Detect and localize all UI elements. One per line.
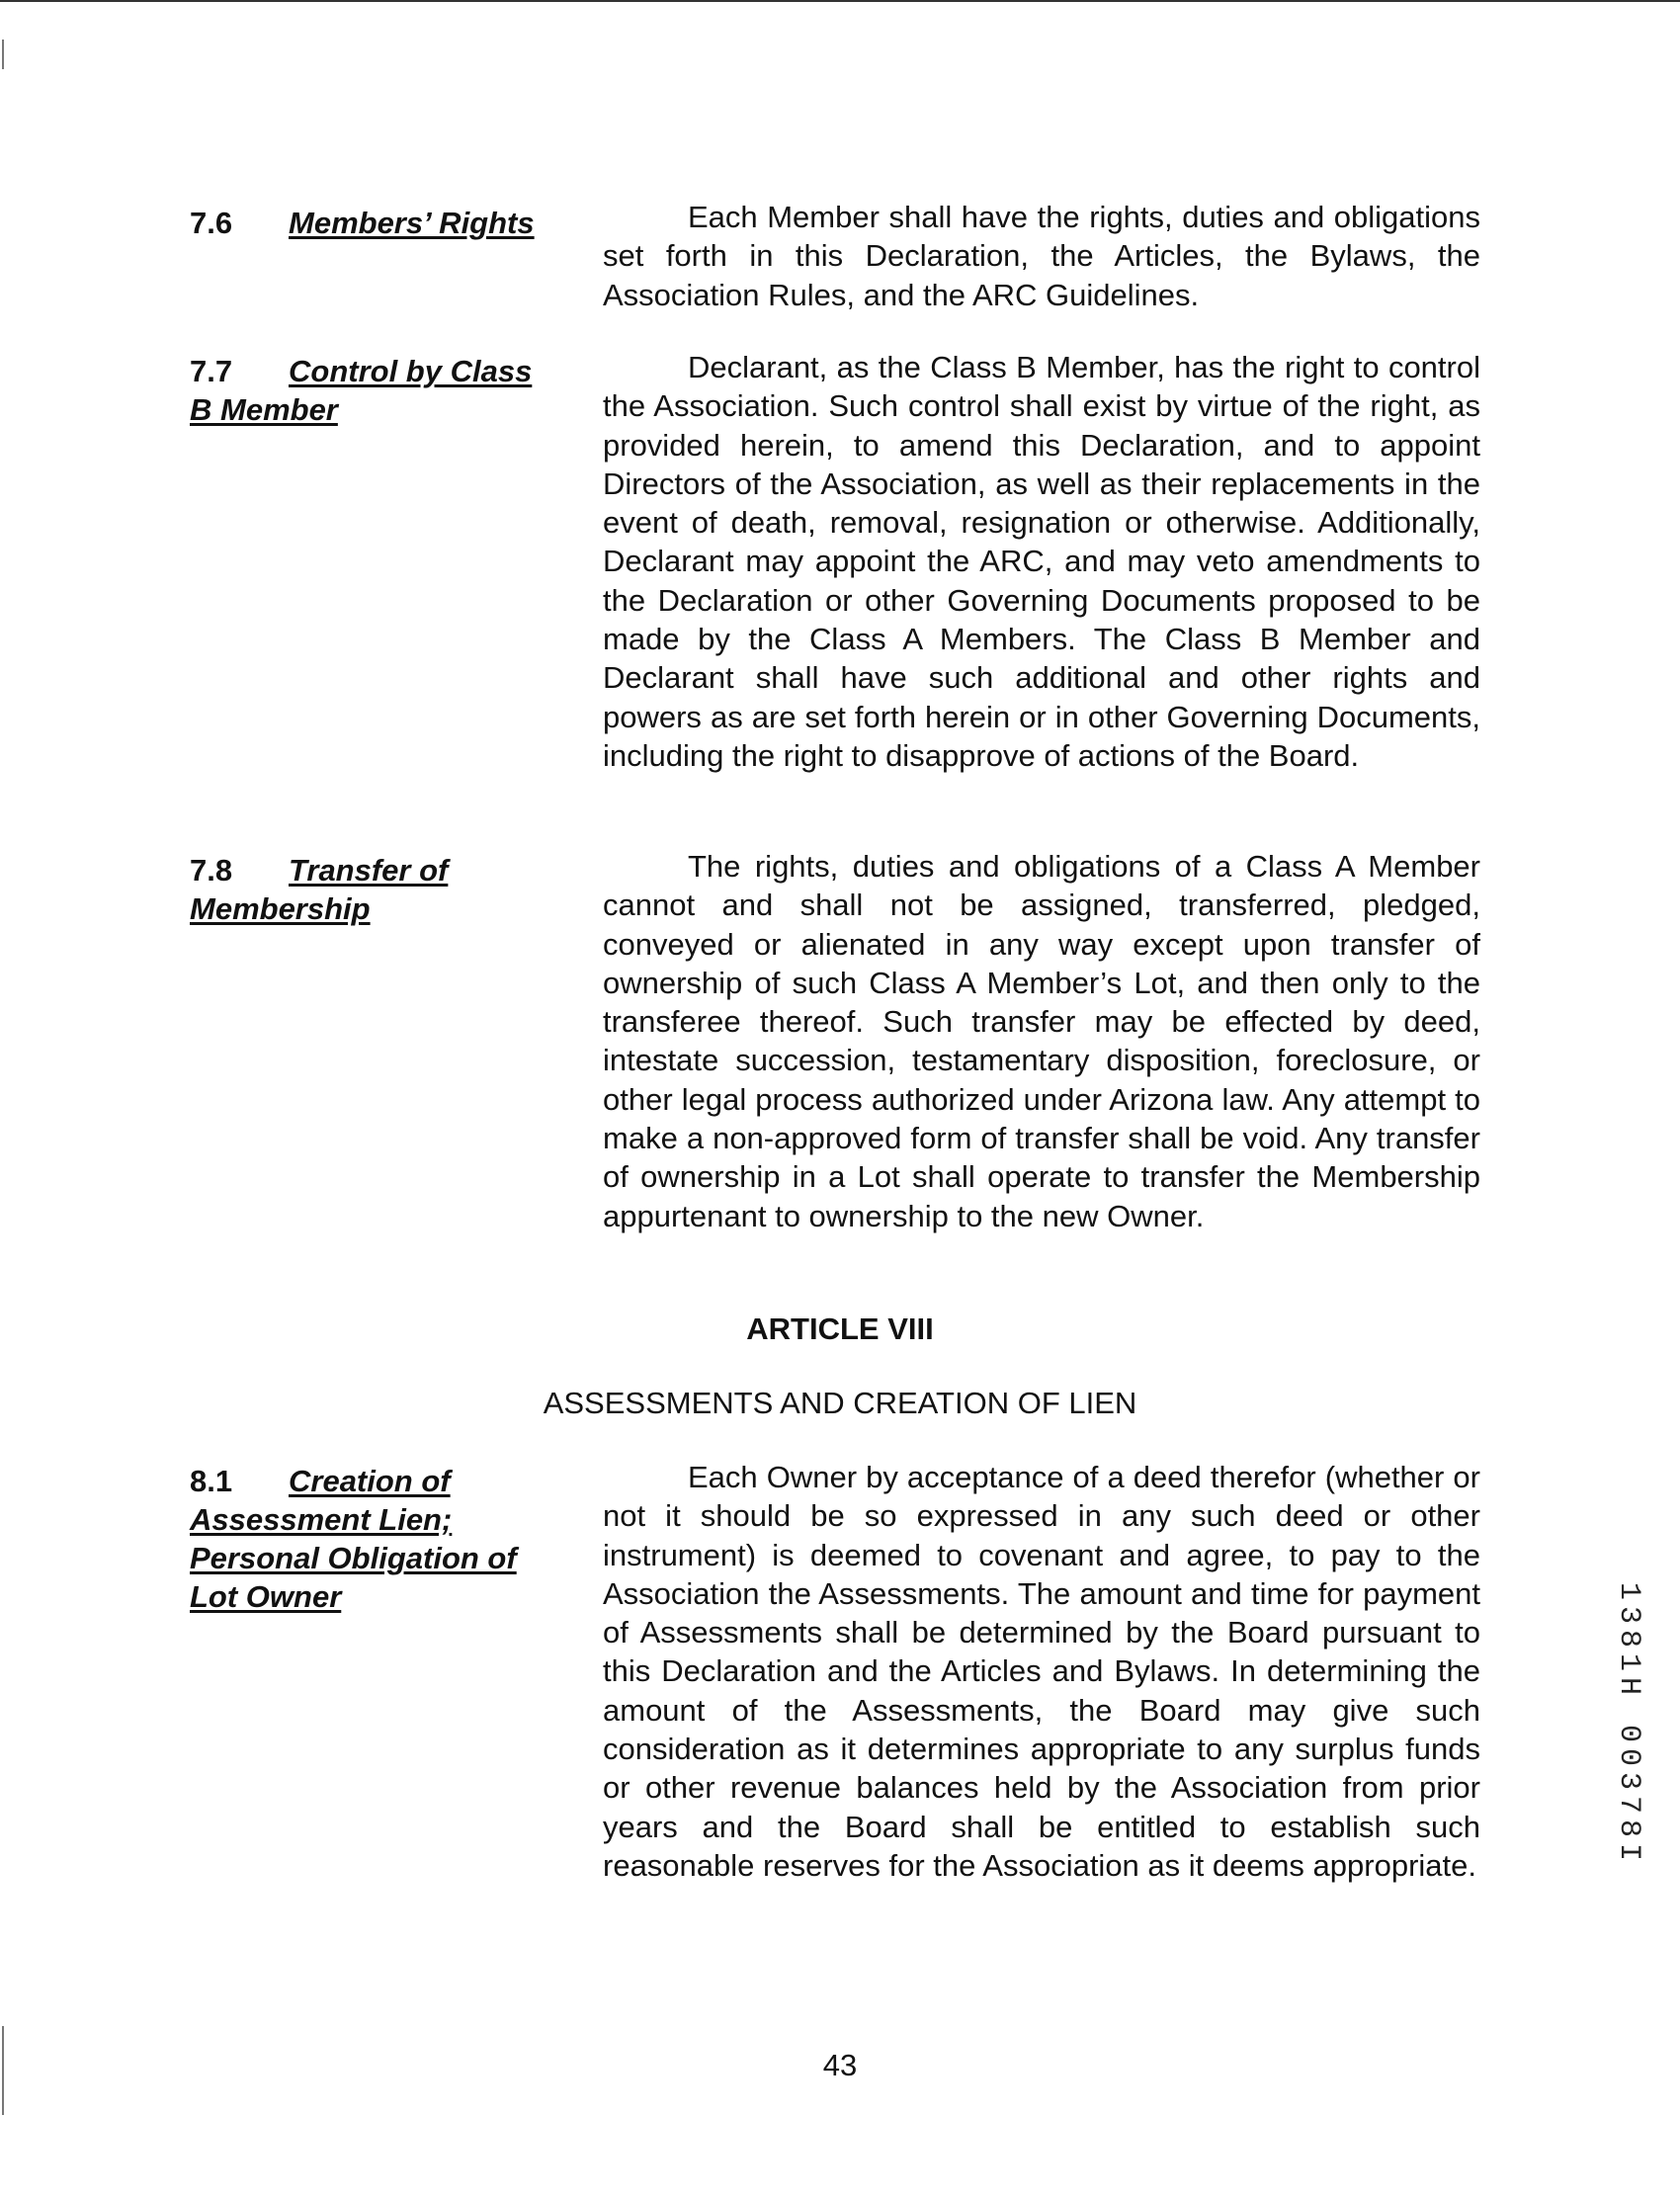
section-title-line: Transfer of bbox=[289, 853, 449, 888]
article-subtitle: ASSESSMENTS AND CREATION OF LIEN bbox=[543, 1386, 1137, 1420]
margin-stamp bbox=[1599, 1581, 1658, 1868]
section-heading bbox=[190, 204, 565, 242]
section-heading bbox=[190, 352, 565, 429]
section-number: 7.7 bbox=[190, 354, 233, 388]
section-body: The rights, duties and obligations of a Class A Member cannot and shall not be assigned, transferred, pledged, conveyed or alienated in any way except upon transfer of ownership of such Class A Member’s Lot, and then only to the transferee thereof. Such transfer may be effected by deed, intestate succession, testamentary disposition, foreclosure, or other legal process authorized under Arizona law. Any attempt to make a non-approved form of transfer shall be void. Any transfer of ownership in a Lot shall operate to transfer the Membership appurtenant to ownership to the new Owner. bbox=[603, 849, 1480, 1233]
section-body: Each Member shall have the rights, duties and obligations set forth in this Declaration, the Articles, the Bylaws, the Association Rules, and the ARC Guidelines. bbox=[603, 200, 1480, 312]
section-title-line: B Member bbox=[190, 392, 338, 427]
section-number: 7.6 bbox=[190, 206, 233, 240]
section-number: 7.8 bbox=[190, 853, 233, 888]
section-title-line: Control by Class bbox=[289, 354, 533, 388]
section-heading bbox=[190, 1462, 565, 1616]
page-number: 43 bbox=[822, 2048, 858, 2082]
section-title-line: Membership bbox=[190, 891, 371, 926]
margin-stamp-text: 1381H 00378I bbox=[1612, 1581, 1646, 1868]
section-title-line: Lot Owner bbox=[190, 1579, 342, 1614]
section-body: Each Owner by acceptance of a deed therefor (whether or not it should be so expressed in any such deed or other instrument) is deemed to covenant and agree, to pay to the Association the Assessments. The amount and time for payment of Assessments shall be determined by the Board pursuant to this Declaration and the Articles and Bylaws. In determining the amount of the Assessments, the Board may give such consideration as it determines appropriate to any surplus funds or other revenue balances held by the Association from prior years and the Board shall be entitled to establish such reasonable reserves for the Association as it deems appropriate. bbox=[603, 1460, 1480, 1883]
section-title: Members’ Rights bbox=[289, 206, 535, 240]
section-number: 8.1 bbox=[190, 1464, 233, 1498]
scan-top-border bbox=[0, 0, 1680, 2]
section-title-line: Assessment Lien; bbox=[190, 1502, 453, 1537]
section-heading bbox=[190, 851, 565, 928]
section-title-line: Personal Obligation of bbox=[190, 1541, 517, 1575]
section-title-line: Creation of bbox=[289, 1464, 451, 1498]
scan-margin-mark bbox=[2, 2026, 4, 2115]
section-body: Declarant, as the Class B Member, has the right to control the Association. Such control shall exist by virtue of the right, as provided herein, to amend this Declaration, and to appoint Directors of the Association, as well as their replacements in the event of death, removal, resignation or otherwise. Additionally, Declarant may appoint the ARC, and may veto amendments to the Declaration or other Governing Documents proposed to be made by the Class A Members. The Class B Member and Declarant shall have such additional and other rights and powers as are set forth herein or in other Governing Documents, including the right to disapprove of actions of the Board. bbox=[603, 350, 1480, 773]
scan-margin-mark bbox=[2, 40, 4, 69]
article-title: ARTICLE VIII bbox=[746, 1312, 934, 1346]
